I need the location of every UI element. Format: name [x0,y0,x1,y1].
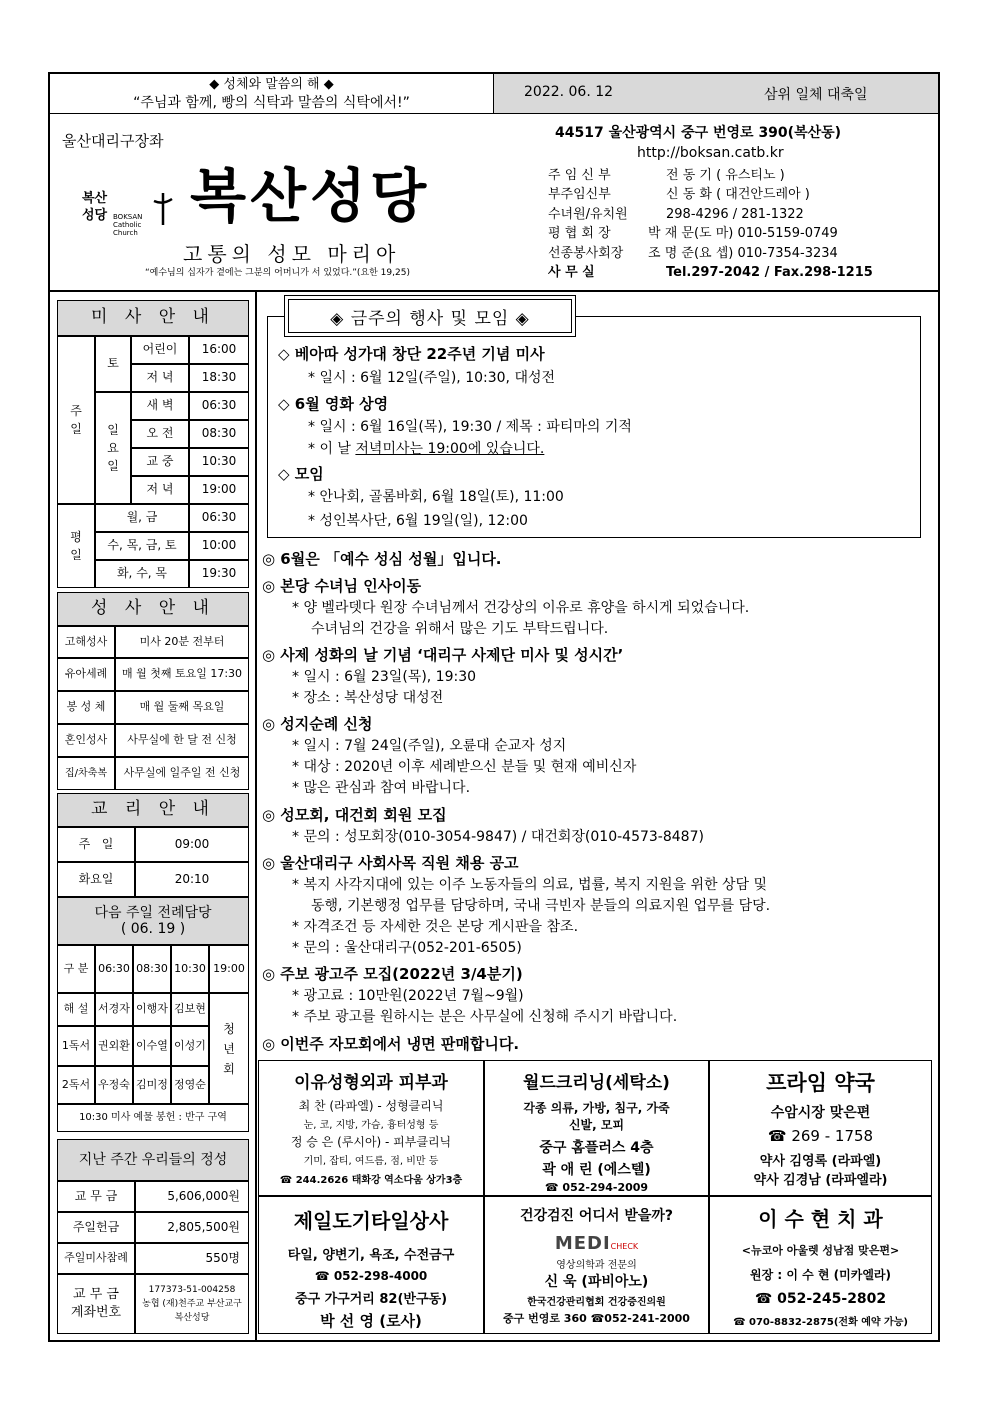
staff-role: 평 협 회 장 [548,226,611,242]
ad-line: 약사 김경남 (라파엘라) [753,1173,888,1188]
header-divider [50,290,938,292]
mass-time: 06:30 [189,392,249,420]
parish-url[interactable]: http://boksan.catb.kr [637,145,784,161]
ad-line: 수암시장 맞은편 [770,1105,871,1121]
notice-detail: * 문의 : 울산대리구(052-201-6505) [292,940,522,956]
event-heading: ◇ 베아따 성가대 창단 22주년 기념 미사 [278,345,545,363]
ad-title: 프라임 약국 [766,1071,875,1095]
mass-type: 교 중 [131,448,189,476]
mass-type: 어린이 [131,336,189,364]
ad-line: ☎ 052-298-4000 [314,1269,428,1283]
liturgy-cell: 이수열 [133,1026,171,1066]
liturgy-note: 10:30 미사 예물 봉헌 : 반구 구역 [57,1104,249,1132]
staff-name: 298-4296 / 281-1322 [666,206,804,222]
offering-value: 5,606,000원 [135,1181,249,1212]
ad-line: ☎ 052-294-2009 [544,1181,649,1194]
staff-role: 선종봉사회장 [548,245,624,261]
youth-group: 청 년 회 [209,993,249,1104]
ad-line: 중구 번영로 360 ☎052-241-2000 [503,1312,690,1325]
doctrine-time: 09:00 [135,827,249,862]
mass-type: 새 벽 [131,392,189,420]
offering-label: 주일헌금 [57,1212,135,1243]
staff-row [548,166,933,185]
staff-name: 조 명 준(요 셉) 010-7354-3234 [648,245,838,261]
staff-name: Tel.297-2042 / Fax.298-1215 [666,265,873,281]
mass-time: 19:30 [189,560,249,588]
ad-line: 눈, 코, 지방, 가슴, 흉터성형 등 [303,1120,439,1131]
offering-label: 주일미사참례 [57,1243,135,1274]
parish-logo-en: BOKSAN Catholic Church [113,213,143,237]
notice-detail: * 대상 : 2020년 이후 세례받으신 분들 및 현재 예비신자 [292,759,637,775]
liturgy-cell: 이행자 [133,993,171,1026]
medicheck-logo-main: MEDI [554,1233,611,1254]
liturgy-head-cell: 06:30 [95,945,133,993]
liturgy-cell: 우정숙 [95,1066,133,1104]
liturgy-cell: 이성기 [171,1026,209,1066]
feast-name: 삼위 일체 대축일 [764,87,868,103]
notice-detail: * 복지 사각지대에 있는 이주 노동자들의 의료, 법률, 복지 지원을 위한 상담 및 [292,877,768,893]
ad-line: 중구 홈플러스 4층 [539,1140,654,1156]
event-heading: ◇ 모임 [278,465,324,483]
mass-time: 16:00 [189,336,249,364]
notice-heading: ◎ 울산대리구 사회사목 직원 채용 공고 [262,854,519,872]
medicheck-logo-sub: CHECK [610,1242,639,1251]
liturgy-head-cell: 08:30 [133,945,171,993]
ad-title: 월드크리닝(세탁소) [523,1073,670,1093]
theme-motto: “주님과 함께, 빵의 식탁과 말씀의 식탁에서!” [133,95,410,111]
liturgy-cell: 권외환 [95,1026,133,1066]
parish-address: 44517 울산광역시 중구 번영로 390(복산동) [555,125,842,141]
notice-detail: * 주보 광고를 원하시는 분은 사무실에 신청해 주시기 바랍니다. [292,1009,678,1025]
ad-line: 한국건강관리협회 건강증진의원 [527,1297,666,1308]
liturgy-cell: 김미정 [133,1066,171,1104]
ad-tile [258,1196,484,1334]
doctrine-section-title: 교 리 안 내 [57,793,249,827]
notice-detail: 수녀님의 건강을 위해서 많은 기도 부탁드립니다. [311,621,609,637]
notice-heading: ◎ 6월은 「예수 성심 성월」입니다. [262,550,502,568]
event-detail-prefix: * 이 날 [308,441,356,457]
notice-detail: * 양 벨라뎃다 원장 수녀님께서 건강상의 이유로 휴양을 하시게 되었습니다. [292,600,750,616]
ad-title: 건강검진 어디서 받을까? [519,1208,674,1224]
staff-row [548,205,933,224]
mass-type: 저 녁 [131,364,189,392]
weekday-label: 평 일 [57,504,95,588]
ad-line: 신 욱 (파비아노) [544,1274,649,1290]
liturgy-head-cell: 10:30 [171,945,209,993]
notice-heading: ◎ 주보 광고주 모집(2022년 3/4분기) [262,965,523,983]
ad-line: 각종 의류, 가방, 침구, 가죽 [523,1101,670,1115]
mass-time: 10:00 [189,532,249,560]
parish-patron: 고통의 성모 마리아 [183,242,401,266]
notice-detail: 동행, 기본행정 업무를 담당하며, 국내 극빈자 분들의 의료지원 업무를 담당. [311,898,771,914]
notice-heading: ◎ 이번주 자모회에서 냉면 판매합니다. [262,1035,520,1053]
ad-laundry [484,1060,709,1196]
liturgy-section-title [57,897,249,945]
liturgy-date: ( 06. 19 ) [120,921,186,937]
liturgy-cell: 서경자 [95,993,133,1026]
staff-role: 부주임신부 [548,187,611,203]
saturday-label: 토 [95,336,131,392]
ad-line: 정 승 은 (루시아) - 피부클리닉 [290,1135,452,1149]
ad-title: 이유성형외과 피부과 [294,1073,448,1093]
staff-list [548,166,933,282]
notice-detail: * 많은 관심과 참여 바랍니다. [292,780,471,796]
notice-detail: * 자격조건 등 자세한 것은 본당 게시판을 참조. [292,919,579,935]
staff-role: 주 임 신 부 [548,168,611,183]
mass-time: 19:00 [189,476,249,504]
date-banner [494,74,938,114]
sunday-day-label: 일 요 일 [95,392,131,504]
offering-section-title: 지난 주간 우리들의 정성 [57,1139,249,1181]
notice-detail: * 장소 : 복산성당 대성전 [292,690,444,706]
mass-type: 저 녁 [131,476,189,504]
sacrament-info: 미사 20분 전부터 [115,626,249,658]
ad-dental [709,1196,932,1334]
evening-mass-note: 저녁미사는 19:00에 있습니다. [355,441,545,457]
parish-name: 복산성당 [190,162,431,230]
ad-line: 기미, 잡티, 여드름, 점, 비만 등 [303,1156,439,1167]
ad-line: ☎ 269 - 1758 [767,1127,874,1145]
notice-heading: ◎ 본당 수녀님 인사이동 [262,577,422,595]
sacrament-section-title: 성 사 안 내 [57,592,249,626]
liturgy-head-cell: 19:00 [209,945,249,993]
ad-line: ☎ 070-8832-2875(전화 예약 가능) [733,1317,908,1328]
event-detail: * 안나회, 골롬바회, 6월 18일(토), 11:00 [308,489,564,505]
bulletin-date: 2022. 06. 12 [524,84,614,100]
staff-role: 수녀원/유치원 [548,206,628,222]
liturgy-head-cell: 구 분 [57,945,95,993]
sacrament-type: 봉 성 체 [57,691,115,724]
ad-line: 영상의학과 전문의 [556,1260,637,1271]
account-info: 177373-51-004258 농협 (재)천주교 부산교구 복산성당 [135,1274,249,1334]
sacrament-type: 고해성사 [57,626,115,658]
patron-quote: “예수님의 십자가 곁에는 그분의 어머니가 서 있었다.”(요한 19,25) [145,268,410,278]
sacrament-info: 사무실에 일주일 전 신청 [115,757,249,790]
ad-line: 신발, 모피 [568,1118,625,1132]
mass-time: 08:30 [189,420,249,448]
liturgy-role: 해 설 [57,993,95,1026]
parish-logo-small: 복산 성당 [82,191,108,223]
notice-detail: * 일시 : 7월 24일(주일), 오륜대 순교자 성지 [292,738,567,754]
offering-value: 550명 [135,1243,249,1274]
theme-title: ◆ 성체와 말씀의 해 ◆ [209,77,334,92]
mass-type: 오 전 [131,420,189,448]
mass-section-title: 미 사 안 내 [57,300,249,336]
account-label: 교 무 금 계좌번호 [57,1274,135,1334]
ad-line: ☎ 052-245-2802 [754,1291,887,1307]
sacrament-type: 유아세례 [57,658,115,691]
offering-label: 교 무 금 [57,1181,135,1212]
doctrine-time: 20:10 [135,862,249,897]
ad-line: 타일, 양변기, 욕조, 수전금구 [287,1248,455,1263]
doctrine-day: 주 일 [57,827,135,862]
staff-row [548,185,933,204]
sunday-label: 주 일 [57,336,95,504]
event-detail [308,439,544,459]
liturgy-role: 1독서 [57,1026,95,1066]
notice-detail: * 문의 : 성모회장(010-3054-9847) / 대건회장(010-4573-8487) [292,829,704,845]
ad-line: 중구 가구거리 82(반구동) [294,1292,448,1307]
column-divider [255,290,257,1340]
sacrament-type: 집/차축복 [57,757,115,790]
notice-heading: ◎ 성지순례 신청 [262,715,373,733]
offering-value: 2,805,500원 [135,1212,249,1243]
event-heading: ◇ 6월 영화 상영 [278,395,389,413]
notice-detail: * 광고료 : 10만원(2022년 7월~9월) [292,988,524,1004]
ad-pharmacy [709,1060,932,1196]
liturgy-cell: 정영순 [171,1066,209,1104]
notice-detail: * 일시 : 6월 23일(목), 19:30 [292,669,477,685]
event-detail: * 일시 : 6월 12일(주일), 10:30, 대성전 [308,370,556,386]
staff-row [548,244,933,263]
notice-heading: ◎ 사제 성화의 날 기념 ‘대리구 사제단 미사 및 성시간’ [262,646,624,664]
mass-time: 06:30 [189,504,249,532]
ad-medicheck [484,1196,709,1334]
medicheck-logo [485,1233,708,1254]
ad-line: 박 선 영 (로사) [320,1312,422,1330]
mass-time: 18:30 [189,364,249,392]
events-title: ◈ 금주의 행사 및 모임 ◈ [288,299,572,333]
ad-title: 이 수 현 치 과 [758,1207,883,1231]
mass-type: 수, 목, 금, 토 [95,532,189,560]
staff-role: 사 무 실 [548,265,595,281]
ad-line: 곽 애 린 (에스텔) [542,1162,651,1178]
sacrament-info: 매 월 첫째 토요일 17:30 [115,658,249,691]
liturgy-cell: 김보현 [171,993,209,1026]
liturgy-role: 2독서 [57,1066,95,1104]
staff-name: 전 동 기 ( 유스티노 ) [666,168,785,183]
theme-banner [50,74,494,114]
event-detail: * 일시 : 6월 16일(목), 19:30 / 제목 : 파티마의 기적 [308,419,632,435]
ad-line: 원장 : 이 수 현 (미카엘라) [750,1268,891,1282]
mass-time: 10:30 [189,448,249,476]
ad-line: ☎ 244.2626 태화강 역소다움 상가3층 [279,1175,463,1186]
staff-row [548,224,933,243]
sacrament-type: 혼인성사 [57,724,115,757]
staff-name: 신 동 화 ( 대건안드레아 ) [666,187,810,203]
ad-title: 제일도기타일상사 [293,1209,449,1233]
staff-name: 박 재 문(도 마) 010-5159-0749 [648,226,838,242]
mass-type: 화, 수, 목 [95,560,189,588]
ad-line: 약사 김영록 (라파엘) [759,1154,882,1169]
doctrine-day: 화요일 [57,862,135,897]
event-detail: * 성인복사단, 6월 19일(일), 12:00 [308,513,528,529]
staff-row [548,263,933,282]
ad-line: <뉴코아 아울렛 성남점 맞은편> [741,1244,900,1257]
notice-heading: ◎ 성모회, 대건회 회원 모집 [262,806,447,824]
liturgy-title: 다음 주일 전례담당 [94,904,212,921]
deanery: 울산대리구장좌 [62,132,164,150]
ad-clinic [258,1060,484,1196]
sacrament-info: 매 월 둘째 목요일 [115,691,249,724]
sacrament-info: 사무실에 한 달 전 신청 [115,724,249,757]
mass-type: 월, 금 [95,504,189,532]
ad-line: 최 찬 (라파엘) - 성형클리닉 [298,1099,444,1113]
